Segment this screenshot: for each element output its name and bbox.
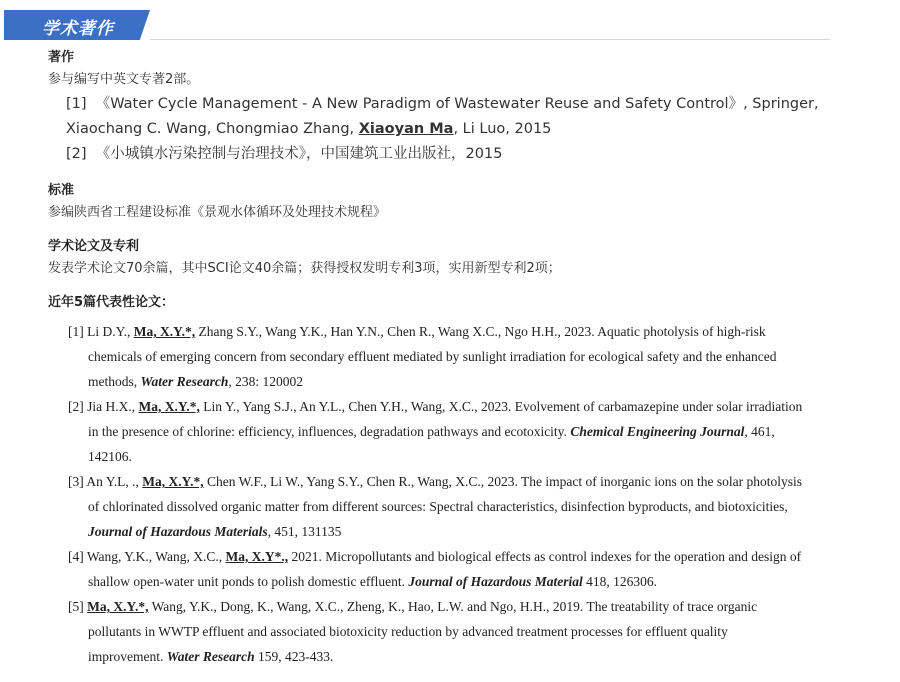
paper-num: [1] [68, 324, 84, 339]
paper-journal: Journal of Hazardous Materials [88, 524, 268, 539]
book-authors-pre: Xiaochang C. Wang, Chongmiao Zhang, [66, 121, 359, 137]
paper-body: Lin Y., Yang S.J., An Y.L., Chen Y.H., Wang, X.C., 2023. Evolvement of carbamazepine under solar irradiation in the presence of chlorine: efficiency, influences, degradation pathways and ecotoxicity. [88, 399, 803, 439]
paper-journal: Journal of Hazardous Material [408, 574, 583, 589]
book-num: [2] [66, 146, 87, 162]
paper-num: [3] [68, 474, 84, 489]
paper-body: Wang, Y.K., Dong, K., Wang, X.C., Zheng, K., Hao, L.W. and Ngo, H.H., 2019. The treatability of trace organic pollutants in WWTP effluent and associated biotoxicity reduction by advanced treatment processes for effluent quality improvement. [88, 599, 758, 664]
paper-item [68, 544, 803, 594]
paper-num: [2] [68, 399, 84, 414]
highlighted-author: Ma, X.Y.*, [87, 599, 149, 614]
content [48, 48, 828, 669]
header-divider [150, 39, 830, 40]
paper-tail: 418, 126306. [582, 574, 657, 589]
papers-patents-heading: 学术论文及专利 [48, 239, 140, 254]
paper-authors-pre: An Y.L, ., [86, 474, 143, 489]
paper-journal: Water Research [166, 649, 255, 664]
paper-tail: , 461, 142106. [88, 424, 775, 464]
highlighted-author: Ma, X.Y.*, [142, 474, 204, 489]
paper-item [68, 594, 803, 669]
book-title: 《Water Cycle Management - A New Paradigm of Wastewater Reuse and Safety Control》, Springer, [95, 96, 819, 112]
papers-patents-text: 发表学术论文70余篇，其中SCI论文40余篇；获得授权发明专利3项，实用新型专利2项； [48, 261, 561, 276]
section-title: 学术著作 [42, 19, 114, 39]
highlighted-author: Xiaoyan Ma [358, 121, 454, 137]
book-num: [1] [66, 96, 87, 112]
book-item [66, 92, 828, 142]
book-text: 《小城镇水污染控制与治理技术》，中国建筑工业出版社，2015 [95, 146, 503, 162]
books-heading: 著作 [48, 50, 75, 65]
books-intro: 参与编写中英文专著2部。 [48, 72, 200, 87]
highlighted-author: Ma, X.Y.*, [138, 399, 200, 414]
paper-journal: Chemical Engineering Journal [570, 424, 745, 439]
book-authors [66, 117, 828, 142]
highlighted-author: Ma, X.Y.*, [133, 324, 196, 339]
books-list [66, 92, 828, 167]
highlighted-author: Ma, X.Y*., [225, 549, 289, 564]
rep-papers-heading: 近年5篇代表性论文： [48, 295, 175, 310]
paper-tail: , 238: 120002 [228, 374, 304, 389]
paper-tail: , 451, 131135 [267, 524, 342, 539]
section-header [0, 8, 900, 42]
book-authors-post: , Li Luo, 2015 [453, 121, 552, 137]
paper-authors-pre: Wang, Y.K., Wang, X.C., [86, 549, 226, 564]
paper-item [68, 469, 803, 544]
paper-body: Chen W.F., Li W., Yang S.Y., Chen R., Wang, X.C., 2023. The impact of inorganic ions on the solar photolysis of chlorinated dissolved organic matter from different sources: Spectral characteristics, disinfection byproducts, and biotoxicities, [88, 474, 803, 514]
paper-num: [4] [68, 549, 84, 564]
paper-body: 2021. Micropollutants and biological effects as control indexes for the operation and design of shallow open-water unit ponds to polish domestic effluent. [88, 549, 802, 589]
rep-papers-list [68, 319, 803, 669]
paper-item [68, 319, 803, 394]
paper-authors-pre: Jia H.X., [87, 399, 139, 414]
standards-heading: 标准 [48, 183, 75, 198]
paper-tail: 159, 423-433. [254, 649, 334, 664]
paper-num: [5] [68, 599, 84, 614]
book-item [66, 142, 828, 167]
paper-item [68, 394, 803, 469]
paper-authors-pre: Li D.Y., [87, 324, 134, 339]
paper-body: Zhang S.Y., Wang Y.K., Han Y.N., Chen R., Wang X.C., Ngo H.H., 2023. Aquatic photolysis of high-risk chemicals of emerging concern from secondary effluent mediated by sunlight irradiation for ecological safety and the enhanced methods, [88, 324, 777, 389]
paper-journal: Water Research [140, 374, 229, 389]
standards-text: 参编陕西省工程建设标准《景观水体循环及处理技术规程》 [48, 205, 387, 220]
